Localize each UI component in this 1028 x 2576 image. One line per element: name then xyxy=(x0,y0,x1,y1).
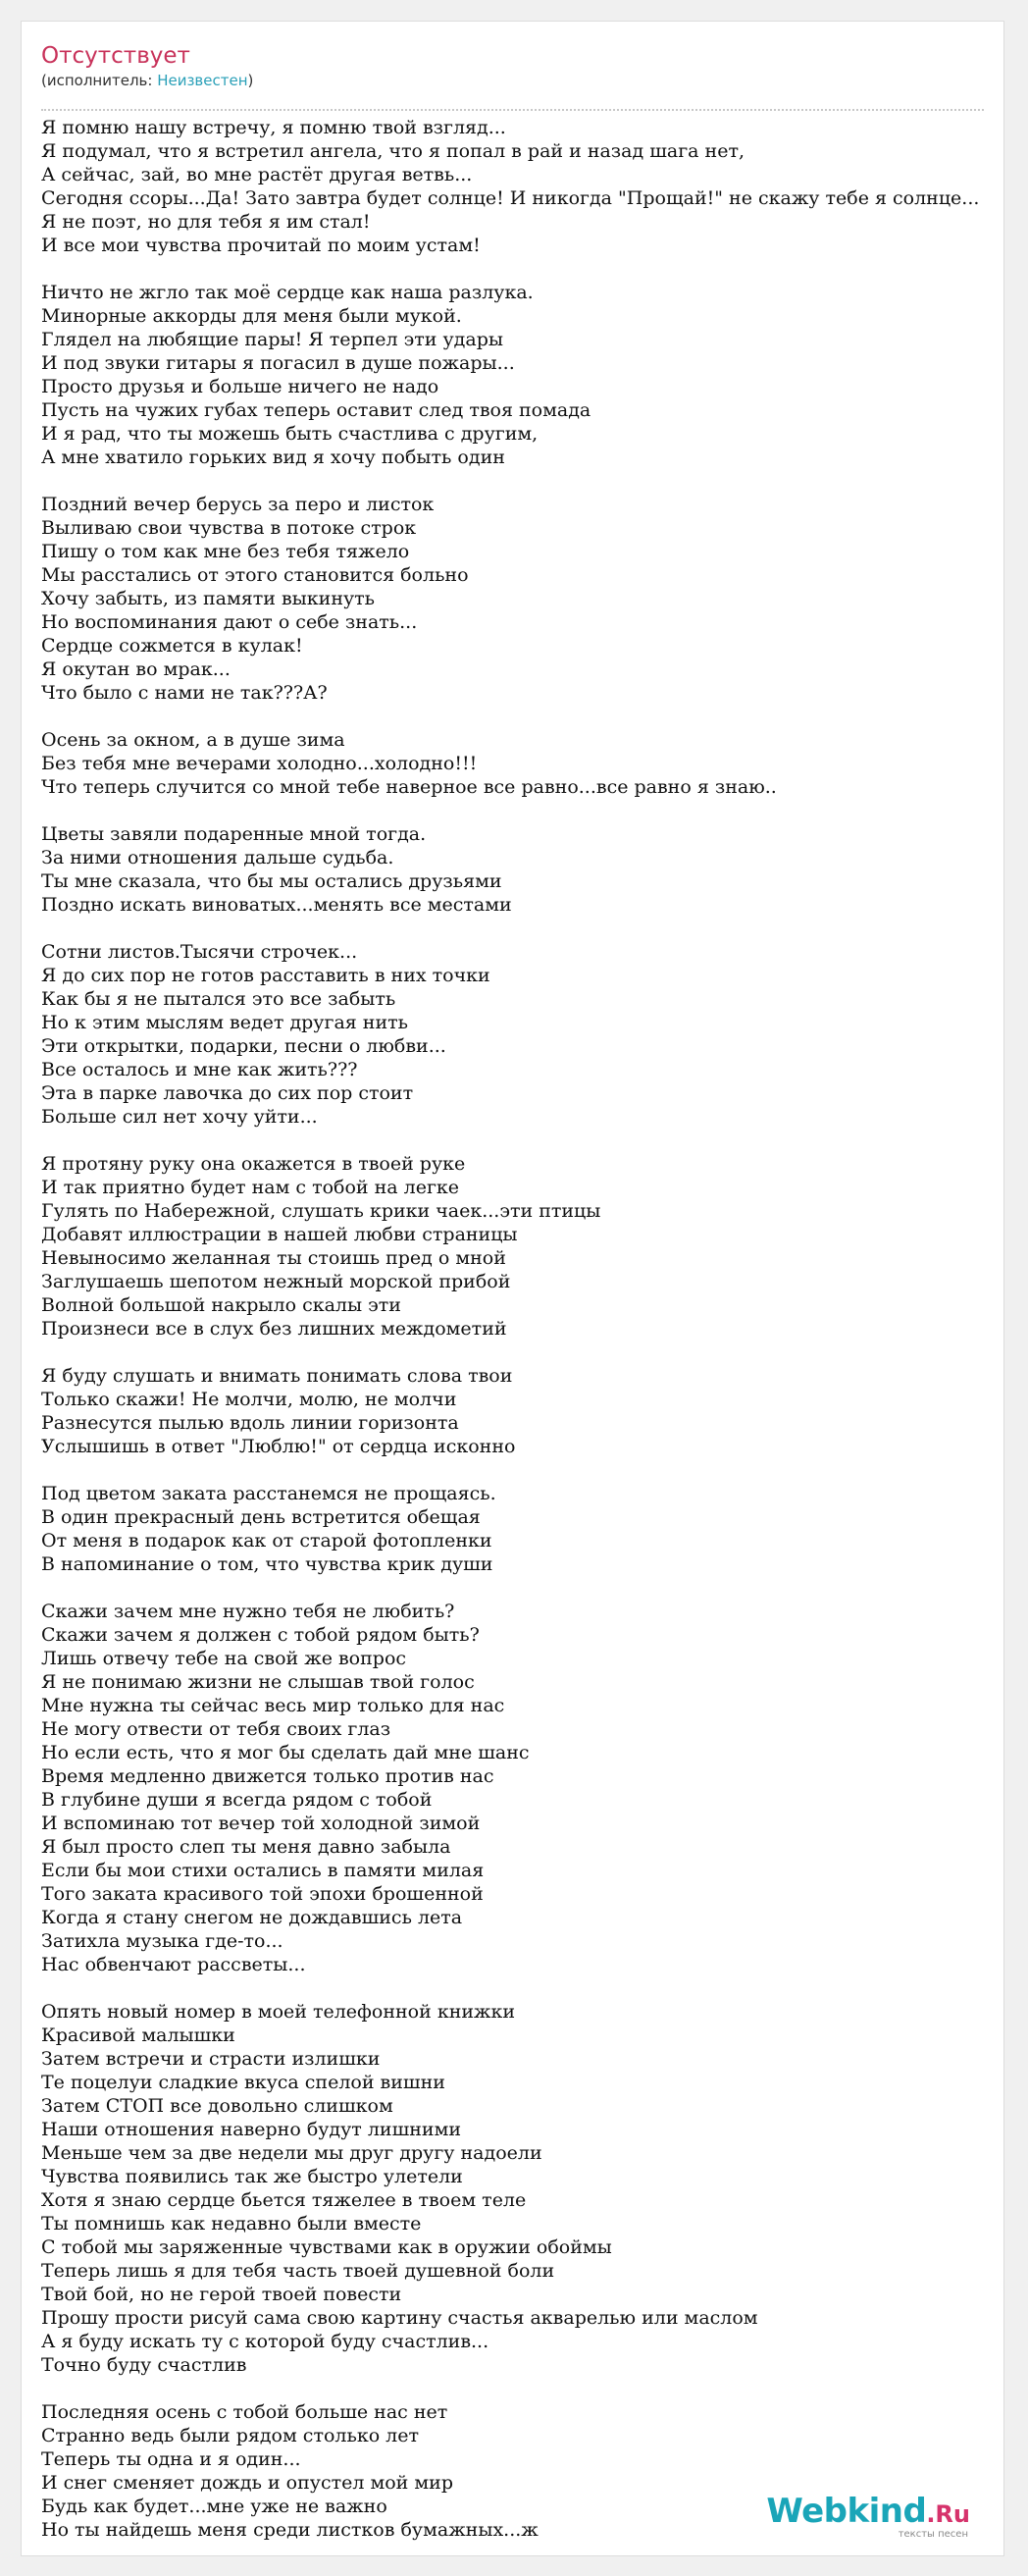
lyrics-line: Последняя осень с тобой больше нас нет xyxy=(41,2401,448,2423)
lyrics-line: Я окутан во мрак... xyxy=(41,658,231,680)
lyrics-stanza xyxy=(41,1482,1003,1576)
lyrics-line: Теперь лишь я для тебя часть твоей душевной боли xyxy=(41,2260,555,2282)
lyrics-stanza xyxy=(41,822,1003,917)
lyrics-stanza xyxy=(41,116,1003,257)
lyrics-line: Твой бой, но не герой твоей повести xyxy=(41,2284,402,2305)
lyrics-page xyxy=(21,21,1004,2556)
lyrics-line: Невыносимо желанная ты стоишь пред о мной xyxy=(41,1247,506,1269)
performer-prefix: (исполнитель: xyxy=(41,72,158,89)
lyrics-line: Что было с нами не так???А? xyxy=(41,682,328,704)
lyrics-line: Чувства появились так же быстро улетели xyxy=(41,2166,463,2187)
lyrics-line: Но ты найдешь меня среди листков бумажных...ж xyxy=(41,2519,539,2541)
lyrics-line: Я подумал, что я встретил ангела, что я попал в рай и назад шага нет, xyxy=(41,140,745,162)
lyrics-line: Те поцелуи сладкие вкуса спелой вишни xyxy=(41,2072,445,2093)
lyrics-line: Эта в парке лавочка до сих пор стоит xyxy=(41,1082,414,1104)
lyrics-line: Просто друзья и больше ничего не надо xyxy=(41,376,439,397)
lyrics-line: И снег сменяет дождь и опустел мой мир xyxy=(41,2472,453,2494)
lyrics-line: С тобой мы заряженные чувствами как в оружии обоймы xyxy=(41,2236,612,2258)
lyrics-line: Больше сил нет хочу уйти... xyxy=(41,1106,318,1128)
lyrics-line: Хотя я знаю сердце бьется тяжелее в твоем теле xyxy=(41,2189,527,2211)
lyrics-line: Я протяну руку она окажется в твоей руке xyxy=(41,1153,466,1175)
lyrics-line: Гулять по Набережной, слушать крики чаек...эти птицы xyxy=(41,1200,601,1222)
lyrics-line: Мне нужна ты сейчас весь мир только для нас xyxy=(41,1695,505,1716)
header-divider xyxy=(41,109,984,111)
lyrics-line: Нас обвенчают рассветы... xyxy=(41,1954,306,1975)
logo-tld: .Ru xyxy=(926,2500,970,2528)
lyrics-stanza xyxy=(41,2000,1003,2377)
lyrics-stanza xyxy=(41,728,1003,799)
lyrics-line: А мне хватило горьких вид я хочу побыть один xyxy=(41,447,505,468)
lyrics-line: Но воспоминания дают о себе знать... xyxy=(41,611,418,633)
lyrics-line: Ничто не жгло так моё сердце как наша разлука. xyxy=(41,282,534,303)
lyrics-line: Прошу прости рисуй сама свою картину счастья акварелью или маслом xyxy=(41,2307,758,2329)
lyrics-line: Но если есть, что я мог бы сделать дай мне шанс xyxy=(41,1742,530,1763)
lyrics-line: От меня в подарок как от старой фотопленки xyxy=(41,1530,492,1551)
lyrics-line: И под звуки гитары я погасил в душе пожары... xyxy=(41,352,515,374)
lyrics-line: Опять новый номер в моей телефонной книжки xyxy=(41,2001,516,2023)
lyrics-line: В один прекрасный день встретится обещая xyxy=(41,1506,481,1528)
lyrics-line: Скажи зачем мне нужно тебя не любить? xyxy=(41,1601,455,1622)
lyrics-stanza xyxy=(41,281,1003,469)
lyrics-line: Точно буду счастлив xyxy=(41,2354,247,2376)
lyrics-line: Теперь ты одна и я один... xyxy=(41,2448,301,2470)
lyrics-line: Поздний вечер берусь за перо и листок xyxy=(41,494,435,515)
lyrics-line: За ними отношения дальше судьба. xyxy=(41,847,394,868)
lyrics-text xyxy=(41,116,1003,2556)
lyrics-line: Сотни листов.Тысячи строчек... xyxy=(41,941,358,963)
lyrics-line: Я помню нашу встречу, я помню твой взгляд... xyxy=(41,117,506,138)
lyrics-line: Скажи зачем я должен с тобой рядом быть? xyxy=(41,1624,480,1646)
lyrics-line: Меньше чем за две недели мы друг другу надоели xyxy=(41,2142,542,2164)
lyrics-line: Произнеси все в слух без лишних междометий xyxy=(41,1318,507,1340)
lyrics-line: Мы расстались от этого становится больно xyxy=(41,564,469,586)
lyrics-line: Я не поэт, но для тебя я им стал! xyxy=(41,211,371,233)
logo-tagline: тексты песен xyxy=(898,2529,968,2540)
lyrics-line: Я не понимаю жизни не слышав твой голос xyxy=(41,1671,475,1693)
lyrics-line: Добавят иллюстрации в нашей любви страницы xyxy=(41,1224,518,1245)
lyrics-stanza xyxy=(41,1364,1003,1458)
lyrics-line: Волной большой накрыло скалы эти xyxy=(41,1294,401,1316)
lyrics-line: Глядел на любящие пары! Я терпел эти удары xyxy=(41,329,503,350)
lyrics-line: Но к этим мыслям ведет другая нить xyxy=(41,1012,408,1033)
lyrics-line: Под цветом заката расстанемся не прощаясь. xyxy=(41,1483,496,1504)
song-title: Отсутствует xyxy=(41,43,190,69)
lyrics-line: Не могу отвести от тебя своих глаз xyxy=(41,1718,391,1740)
lyrics-line: Затихла музыка где-то... xyxy=(41,1930,283,1952)
lyrics-line: Только скажи! Не молчи, молю, не молчи xyxy=(41,1389,457,1410)
lyrics-line: Минорные аккорды для меня были мукой. xyxy=(41,305,462,327)
lyrics-line: Все осталось и мне как жить??? xyxy=(41,1059,358,1080)
lyrics-line: И все мои чувства прочитай по моим устам! xyxy=(41,235,481,256)
performer-line xyxy=(41,71,984,90)
lyrics-line: Красивой малышки xyxy=(41,2024,235,2046)
lyrics-line: Затем встречи и страсти излишки xyxy=(41,2048,381,2070)
lyrics-line: Если бы мои стихи остались в памяти милая xyxy=(41,1860,485,1881)
lyrics-line: Как бы я не пытался это все забыть xyxy=(41,988,396,1010)
lyrics-line: Ты помнишь как недавно были вместе xyxy=(41,2213,422,2234)
lyrics-stanza xyxy=(41,1600,1003,1976)
lyrics-line: Я до сих пор не готов расставить в них точки xyxy=(41,965,490,986)
lyrics-line: Ты мне сказала, что бы мы остались друзьями xyxy=(41,870,502,892)
lyrics-line: Без тебя мне вечерами холодно...холодно!!! xyxy=(41,753,478,774)
lyrics-line: Я буду слушать и внимать понимать слова твои xyxy=(41,1365,513,1387)
lyrics-line: В глубине души я всегда рядом с тобой xyxy=(41,1789,433,1811)
lyrics-line: Осень за окном, а в душе зима xyxy=(41,729,345,751)
lyrics-line: Странно ведь были рядом столько лет xyxy=(41,2425,419,2446)
site-logo[interactable] xyxy=(766,2492,970,2540)
lyrics-line: Затем СТОП все довольно слишком xyxy=(41,2095,393,2117)
lyrics-line: Будь как будет...мне уже не важно xyxy=(41,2496,387,2517)
logo-brand: Webkind xyxy=(766,2492,927,2531)
lyrics-line: И я рад, что ты можешь быть счастлива с другим, xyxy=(41,423,539,445)
lyrics-line: В напоминание о том, что чувства крик души xyxy=(41,1553,493,1575)
lyrics-line: Время медленно движется только против нас xyxy=(41,1765,494,1787)
lyrics-line: Пишу о том как мне без тебя тяжело xyxy=(41,541,410,562)
lyrics-line: Поздно искать виноватых...менять все местами xyxy=(41,894,512,916)
lyrics-line: Когда я стану снегом не дождавшись лета xyxy=(41,1907,463,1928)
lyrics-stanza xyxy=(41,1152,1003,1341)
lyrics-line: Наши отношения наверно будут лишними xyxy=(41,2119,462,2140)
song-header xyxy=(41,41,984,90)
lyrics-line: Я был просто слеп ты меня давно забыла xyxy=(41,1836,451,1858)
lyrics-line: Выливаю свои чувства в потоке строк xyxy=(41,517,417,539)
performer-link[interactable]: Неизвестен xyxy=(157,72,248,89)
lyrics-stanza xyxy=(41,493,1003,705)
lyrics-line: Сердце сожмется в кулак! xyxy=(41,635,303,657)
lyrics-line: Услышишь в ответ "Люблю!" от сердца исконно xyxy=(41,1436,516,1457)
performer-suffix: ) xyxy=(247,72,254,89)
lyrics-line: Лишь отвечу тебе на свой же вопрос xyxy=(41,1648,407,1669)
lyrics-line: Пусть на чужих губах теперь оставит след твоя помада xyxy=(41,399,591,421)
lyrics-line: Сегодня ссоры...Да! Зато завтра будет солнце! И никогда "Прощай!" не скажу тебе я солнце... xyxy=(41,187,980,209)
lyrics-line: Эти открытки, подарки, песни о любви... xyxy=(41,1035,446,1057)
lyrics-line: Заглушаешь шепотом нежный морской прибой xyxy=(41,1271,511,1292)
lyrics-line: Разнесутся пылью вдоль линии горизонта xyxy=(41,1412,459,1434)
lyrics-line: Того заката красивого той эпохи брошенной xyxy=(41,1883,484,1905)
lyrics-stanza xyxy=(41,940,1003,1129)
lyrics-line: Хочу забыть, из памяти выкинуть xyxy=(41,588,376,609)
lyrics-line: А я буду искать ту с которой буду счастлив... xyxy=(41,2331,489,2352)
lyrics-line: Что теперь случится со мной тебе наверное все равно...все равно я знаю.. xyxy=(41,776,777,798)
lyrics-line: А сейчас, зай, во мне растёт другая ветвь... xyxy=(41,164,473,185)
lyrics-line: И так приятно будет нам с тобой на легке xyxy=(41,1177,460,1198)
lyrics-line: И вспоминаю тот вечер той холодной зимой xyxy=(41,1813,481,1834)
lyrics-line: Цветы завяли подаренные мной тогда. xyxy=(41,823,427,845)
